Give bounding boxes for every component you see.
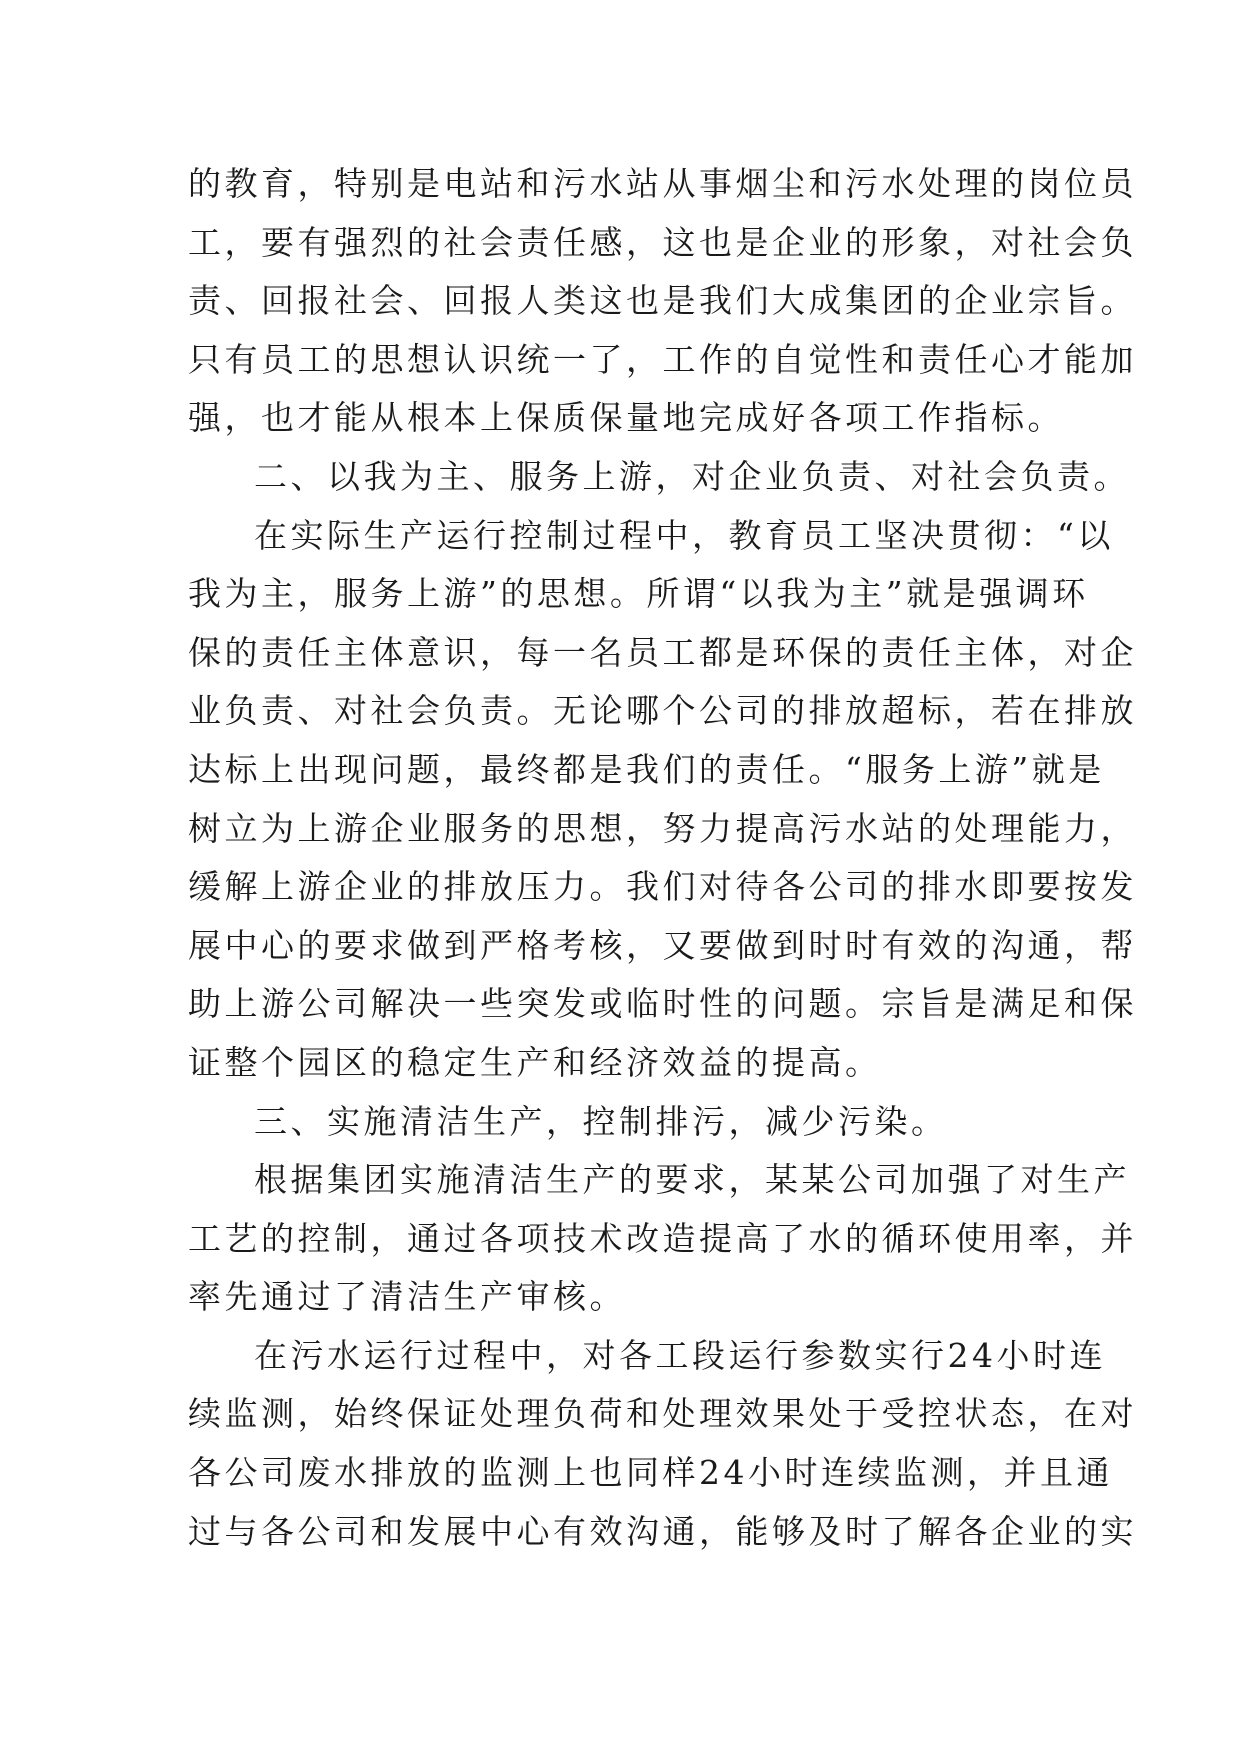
text-line: 在 实 际 生 产 运 行 控 制 过 程 中 ， 教 育 员 工 坚 决 贯 彻 ： “ 以: [254, 515, 1114, 555]
text-line: 在 污 水 运 行 过 程 中 ， 对 各 工 段 运 行 参 数 实 行 2 4 小 时 连: [254, 1335, 1106, 1375]
text-line: 缓 解 上 游 企 业 的 排 放 压 力 。 我 们 对 待 各 公 司 的 排 水 即 要 按 发: [188, 867, 1137, 907]
text-line: 助 上 游 公 司 解 决 一 些 突 发 或 临 时 性 的 问 题 。 宗 旨 是 满 足 和 保: [188, 984, 1137, 1024]
text-line: 保 的 责 任 主 体 意 识 ， 每 一 名 员 工 都 是 环 保 的 责 任 主 体 ， 对 企: [188, 632, 1137, 672]
text-line: 三、实施清洁生产，控制排污，减少污染。: [254, 1101, 948, 1141]
text-line: 过 与 各 公 司 和 发 展 中 心 有 效 沟 通 ， 能 够 及 时 了 解 各 企 业 的 实: [188, 1511, 1137, 1551]
text-line: 强，也才能从根本上保质保量地完成好各项工作指标。: [188, 398, 1064, 438]
text-line: 只 有 员 工 的 思 想 认 识 统 一 了 ， 工 作 的 自 觉 性 和 责 任 心 才 能 加: [188, 339, 1137, 379]
text-line: 达 标 上 出 现 问 题 ， 最 终 都 是 我 们 的 责 任 。 “ 服 务 上 游 ” 就 是: [188, 749, 1105, 789]
document-body: [188, 155, 1137, 1561]
text-line: 树 立 为 上 游 企 业 服 务 的 思 想 ， 努 力 提 高 污 水 站 的 处 理 能 力 ，: [188, 808, 1137, 848]
text-line: 各 公 司 废 水 排 放 的 监 测 上 也 同 样 2 4 小 时 连 续 监 测 ， 并 且 通: [188, 1453, 1113, 1493]
text-line: 工 艺 的 控 制 ， 通 过 各 项 技 术 改 造 提 高 了 水 的 循 环 使 用 率 ， 并: [188, 1218, 1137, 1258]
text-line: 的 教 育 ， 特 别 是 电 站 和 污 水 站 从 事 烟 尘 和 污 水 处 理 的 岗 位 员: [188, 164, 1137, 203]
text-line: 业 负 责 、 对 社 会 负 责 。 无 论 哪 个 公 司 的 排 放 超 标 ， 若 在 排 放: [188, 691, 1137, 731]
text-line: 工 ， 要 有 强 烈 的 社 会 责 任 感 ， 这 也 是 企 业 的 形 象 ， 对 社 会 负: [188, 222, 1137, 262]
text-line: 续 监 测 ， 始 终 保 证 处 理 负 荷 和 处 理 效 果 处 于 受 控 状 态 ， 在 对: [188, 1394, 1137, 1434]
text-line: 责 、 回 报 社 会 、 回 报 人 类 这 也 是 我 们 大 成 集 团 的 企 业 宗 旨 。: [188, 281, 1137, 321]
text-line: 二 、 以 我 为 主 、 服 务 上 游 ， 对 企 业 负 责 、 对 社 会 负 责 。: [254, 456, 1130, 496]
text-line: 展 中 心 的 要 求 做 到 严 格 考 核 ， 又 要 做 到 时 时 有 效 的 沟 通 ， 帮: [188, 925, 1137, 965]
text-line: 根 据 集 团 实 施 清 洁 生 产 的 要 求 ， 某 某 公 司 加 强 了 对 生 产: [254, 1160, 1130, 1200]
text-line: 率先通过了清洁生产审核。: [188, 1277, 626, 1317]
text-line: 证整个园区的稳定生产和经济效益的提高。: [188, 1042, 882, 1082]
text-line: 我 为 主 ， 服 务 上 游 ” 的 思 想 。 所 谓 “ 以 我 为 主 ” 就 是 强 调 环: [188, 574, 1089, 614]
